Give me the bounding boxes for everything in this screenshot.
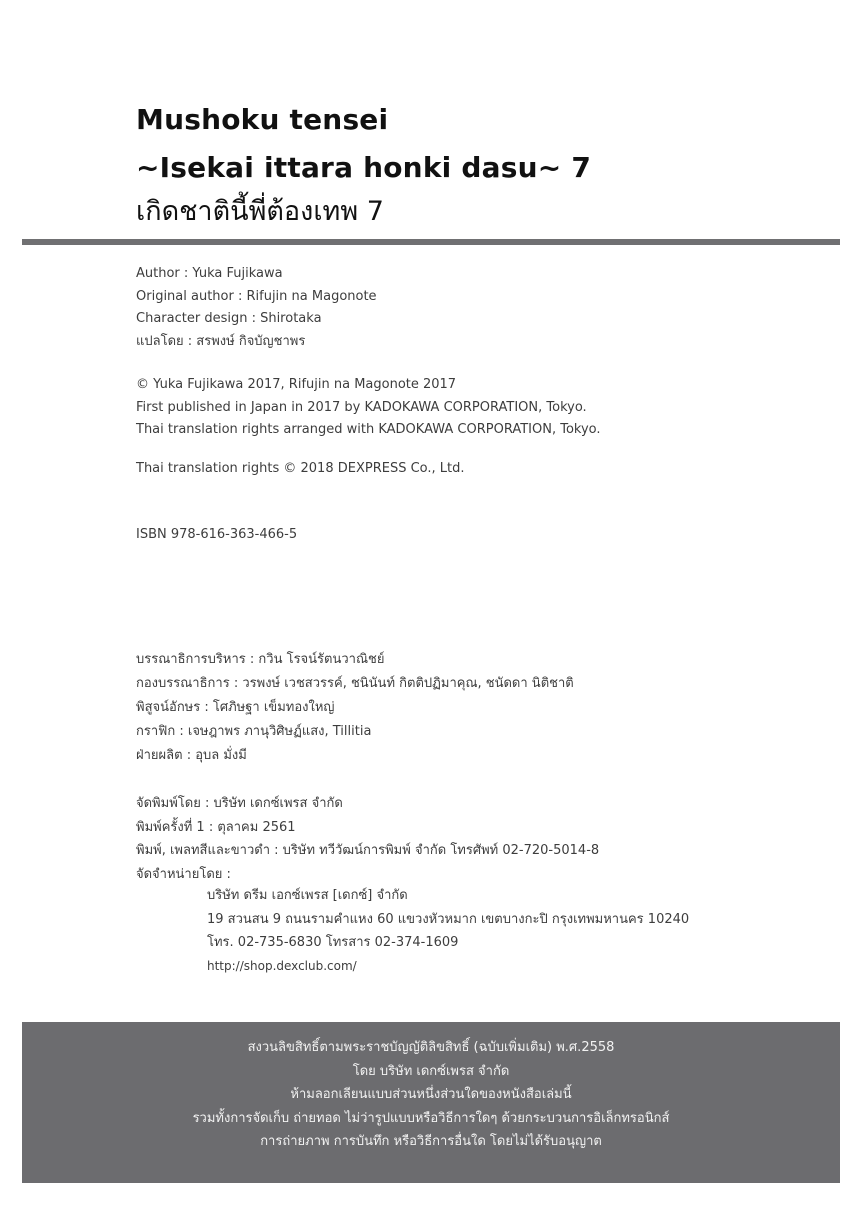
copyright-notice-box	[22, 1022, 840, 1183]
credit-translator: แปลโดย : สรพงษ์ กิจบัญชาพร	[136, 333, 306, 349]
isbn	[136, 527, 297, 542]
notice-line: โดย บริษัท เดกซ์เพรส จำกัด	[352, 1063, 510, 1079]
staff-editorial: กองบรรณาธิการ : วรพงษ์ เวชสวรรค์, ชนินันท์ กิตติปฏิมาคุณ, ชนัดดา นิติชาติ	[136, 676, 574, 691]
edition-line: พิมพ์ครั้งที่ 1 : ตุลาคม 2561	[136, 819, 296, 835]
notice-line: ห้ามลอกเลียนแบบส่วนหนึ่งส่วนใดของหนังสือเล่มนี้	[290, 1087, 572, 1102]
credits-block	[136, 263, 377, 353]
copyright-block	[136, 374, 601, 442]
distributor-phone: โทร. 02-735-6830 โทรสาร 02-374-1609	[207, 935, 459, 950]
credit-character-design: Character design : Shirotaka	[136, 311, 322, 326]
credit-original-author: Original author : Rifujin na Magonote	[136, 288, 377, 304]
distributor-url-link[interactable]: http://shop.dexclub.com/	[207, 958, 357, 973]
staff-graphics: กราฟิก : เจษฎาพร ภานุวิศิษฏ์แสง, Tillitia	[136, 724, 372, 739]
first-published-line: First published in Japan in 2017 by KADOKAWA CORPORATION, Tokyo.	[136, 399, 587, 415]
staff-executive-editor: บรรณาธิการบริหาร : กวิน โรจน์รัตนวาณิชย์	[136, 652, 385, 667]
distributor-address: 19 สวนสน 9 ถนนรามคำแหง 60 แขวงหัวหมาก เขตบางกะปิ กรุงเทพมหานคร 10240	[207, 911, 690, 927]
title-line-2: ~Isekai ittara honki dasu~ 7	[136, 151, 592, 184]
isbn-text: ISBN 978-616-363-466-5	[136, 527, 298, 542]
title-thai: เกิดชาตินี้พี่ต้องเทพ 7	[136, 196, 384, 227]
credit-author: Author : Yuka Fujikawa	[136, 266, 283, 281]
publish-block	[136, 792, 599, 886]
title-line-1: Mushoku tensei	[136, 103, 389, 136]
printer-line: พิมพ์, เพลทสีและขาวดำ : บริษัท ทวีวัฒน์การพิมพ์ จำกัด โทรศัพท์ 02-720-5014-8	[136, 843, 600, 858]
book-title	[136, 96, 591, 232]
translation-arranged-line: Thai translation rights arranged with KADOKAWA CORPORATION, Tokyo.	[136, 422, 601, 437]
staff-block	[136, 648, 574, 768]
staff-production: ฝ่ายผลิต : อุบล มั่งมี	[136, 748, 247, 763]
publisher-line: จัดพิมพ์โดย : บริษัท เดกซ์เพรส จำกัด	[136, 796, 343, 811]
thai-rights	[136, 461, 465, 476]
distributor-name: บริษัท ดรีม เอกซ์เพรส [เดกซ์] จำกัด	[207, 888, 408, 903]
notice-line: สงวนลิขสิทธิ์ตามพระราชบัญญัติลิขสิทธิ์ (ฉบับเพิ่มเติม) พ.ศ.2558	[247, 1040, 615, 1055]
distributor-block	[207, 884, 689, 978]
staff-proofreader: พิสูจน์อักษร : โศภิษฐา เข็มทองใหญ่	[136, 700, 335, 715]
copyright-line: © Yuka Fujikawa 2017, Rifujin na Magonote 2017	[136, 377, 457, 392]
distributed-by-label: จัดจำหน่ายโดย :	[136, 866, 231, 882]
title-divider	[22, 239, 840, 245]
notice-line: รวมทั้งการจัดเก็บ ถ่ายทอด ไม่ว่ารูปแบบหรือวิธีการใดๆ ด้วยกระบวนการอิเล็กทรอนิกส์	[192, 1110, 670, 1126]
notice-line: การถ่ายภาพ การบันทึก หรือวิธีการอื่นใด โดยไม่ได้รับอนุญาต	[260, 1134, 602, 1149]
thai-rights-text: Thai translation rights © 2018 DEXPRESS Co., Ltd.	[136, 461, 465, 476]
